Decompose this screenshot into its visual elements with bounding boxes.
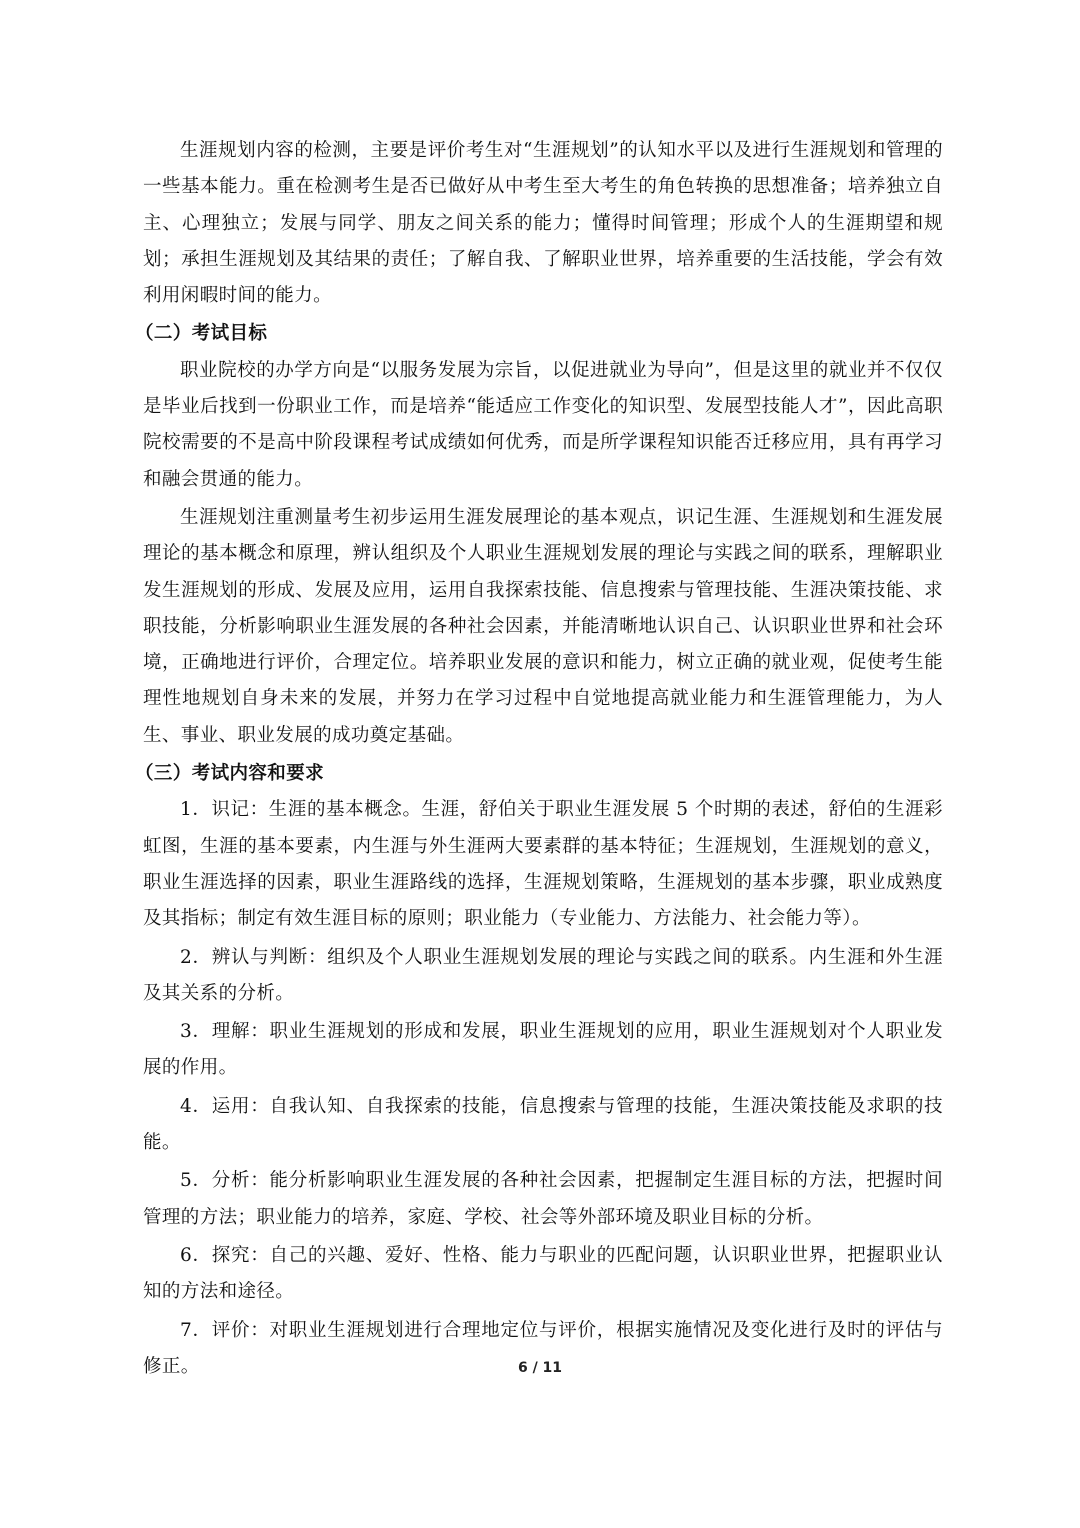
list-item: 2．辨认与判断：组织及个人职业生涯规划发展的理论与实践之间的联系。内生涯和外生涯及其关系的分析。 <box>143 946 943 1004</box>
list-item: 3．理解：职业生涯规划的形成和发展，职业生涯规划的应用，职业生涯规划对个人职业发展的作用。 <box>143 1021 943 1079</box>
list-item: 4．运用：自我认知、自我探索的技能，信息搜索与管理的技能，生涯决策技能及求职的技能。 <box>143 1095 943 1154</box>
exam-goals-paragraph-2: 生涯规划注重测量考生初步运用生涯发展理论的基本观点，识记生涯、生涯规划和生涯发展理论的基本概念和原理，辨认组织及个人职业生涯规划发展的理论与实践之间的联系，理解职业发生涯规划的形成、发展及应用，运用自我探索技能、信息搜索与管理技能、生涯决策技能、求职技能，分析影响职业生涯发展的各种社会因素，并能清晰地认识自己、认识职业世界和社会环境，正确地进行评价，合理定位。培养职业发展的意识和能力，树立正确的就业观，促使考生能理性地规划自身未来的发展，并努力在学习过程中自觉地提高就业能力和生涯管理能力，为人生、事业、职业发展的成功奠定基础。 <box>143 506 943 746</box>
intro-paragraph: 生涯规划内容的检测，主要是评价考生对“生涯规划”的认知水平以及进行生涯规划和管理的一些基本能力。重在检测考生是否已做好从中考生至大考生的角色转换的思想准备；培养独立自主、心理独立；发展与同学、朋友之间关系的能力；懂得时间管理；形成个人的生涯期望和规划；承担生涯规划及其结果的责任；了解自我、了解职业世界，培养重要的生活技能，学会有效利用闲暇时间的能力。 <box>143 140 943 307</box>
exam-goals-paragraph-1: 职业院校的办学方向是“以服务发展为宗旨，以促进就业为导向”，但是这里的就业并不仅仅是毕业后找到一份职业工作，而是培养“能适应工作变化的知识型、发展型技能人才”，因此高职院校需要的不是高中阶段课程考试成绩如何优秀，而是所学课程知识能否迁移应用，具有再学习和融会贯通的能力。 <box>143 359 943 490</box>
document-body <box>135 133 943 1385</box>
section-heading-exam-goals: （二）考试目标 <box>135 323 268 345</box>
list-item: 6．探究：自己的兴趣、爱好、性格、能力与职业的匹配问题，认识职业世界，把握职业认知的方法和途径。 <box>143 1244 943 1303</box>
page-number: 6 / 11 <box>517 1360 563 1376</box>
list-item: 7．评价：对职业生涯规划进行合理地定位与评价，根据实施情况及变化进行及时的评估与修正。 <box>143 1319 943 1377</box>
list-item: 5．分析：能分析影响职业生涯发展的各种社会因素，把握制定生涯目标的方法，把握时间管理的方法；职业能力的培养，家庭、学校、社会等外部环境及职业目标的分析。 <box>143 1170 943 1228</box>
section-heading-exam-content: （三）考试内容和要求 <box>135 763 325 785</box>
list-item: 1．识记：生涯的基本概念。生涯，舒伯关于职业生涯发展 5 个时期的表述，舒伯的生涯彩虹图，生涯的基本要素，内生涯与外生涯两大要素群的基本特征；生涯规划，生涯规划的意义，职业生涯选择的因素，职业生涯路线的选择，生涯规划策略，生涯规划的基本步骤，职业成熟度及其指标；制定有效生涯目标的原则；职业能力（专业能力、方法能力、社会能力等）。 <box>143 799 943 930</box>
